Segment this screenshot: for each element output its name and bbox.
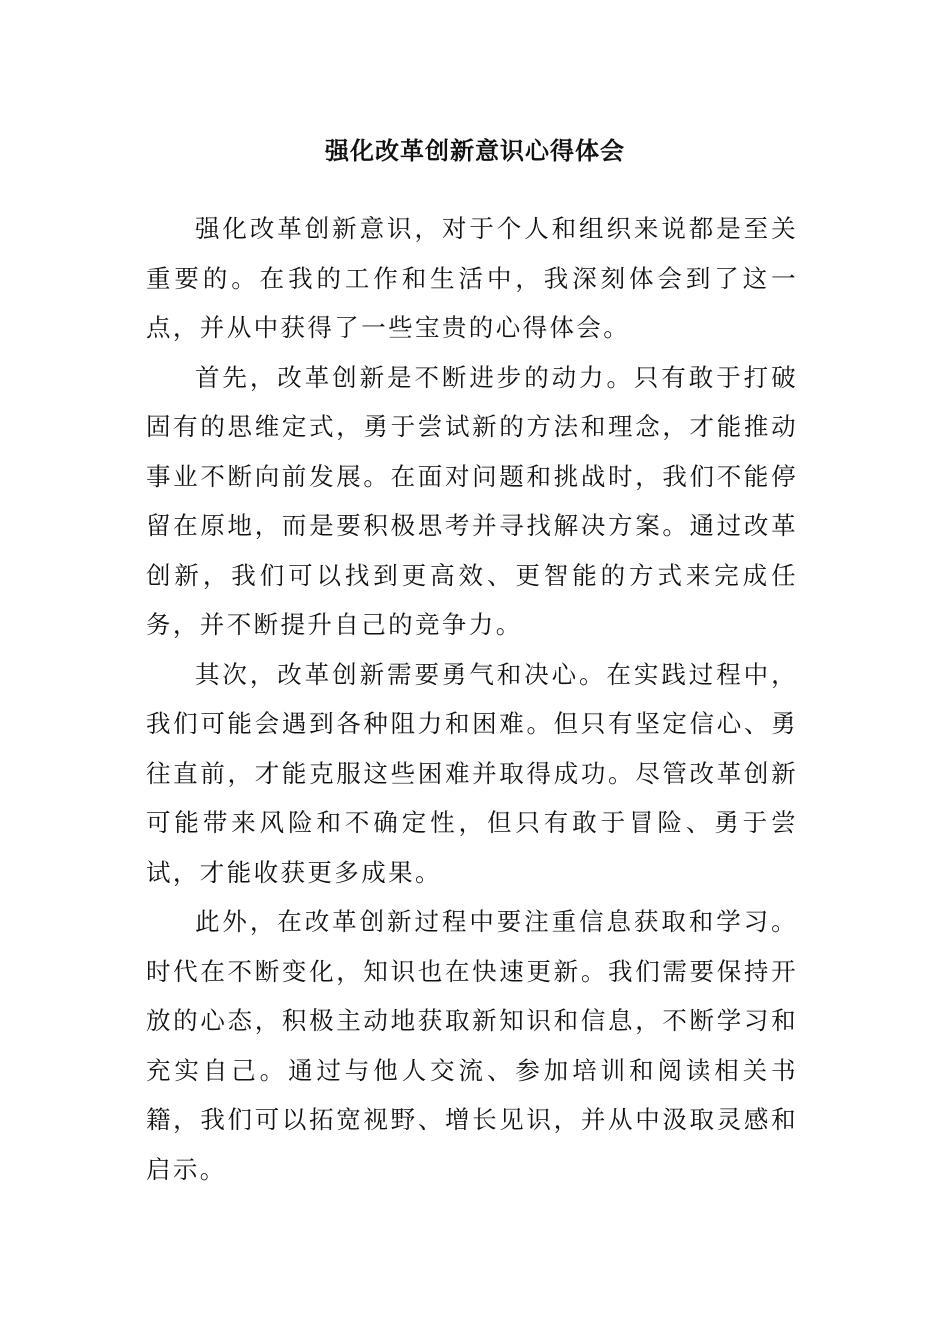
paragraph-intro: 强化改革创新意识，对于个人和组织来说都是至关重要的。在我的工作和生活中，我深刻体会到了这一点，并从中获得了一些宝贵的心得体会。 — [146, 214, 798, 342]
paragraph-second: 其次，改革创新需要勇气和决心。在实践过程中，我们可能会遇到各种阻力和困难。但只有坚定信心、勇往直前，才能克服这些困难并取得成功。尽管改革创新可能带来风险和不确定性，但只有敢于冒险、勇于尝试，才能收获更多成果。 — [146, 659, 798, 887]
paragraph-first: 首先，改革创新是不断进步的动力。只有敢于打破固有的思维定式，勇于尝试新的方法和理念，才能推动事业不断向前发展。在面对问题和挑战时，我们不能停留在原地，而是要积极思考并寻找解决方案。通过改革创新，我们可以找到更高效、更智能的方式来完成任务，并不断提升自己的竞争力。 — [146, 362, 798, 639]
paragraph-third: 此外，在改革创新过程中要注重信息获取和学习。时代在不断变化，知识也在快速更新。我们需要保持开放的心态，积极主动地获取新知识和信息，不断学习和充实自己。通过与他人交流、参加培训和阅读相关书籍，我们可以拓宽视野、增长见识，并从中汲取灵感和启示。 — [146, 907, 798, 1184]
document-body — [146, 204, 798, 1194]
document-title: 强化改革创新意识心得体会 — [325, 136, 625, 165]
